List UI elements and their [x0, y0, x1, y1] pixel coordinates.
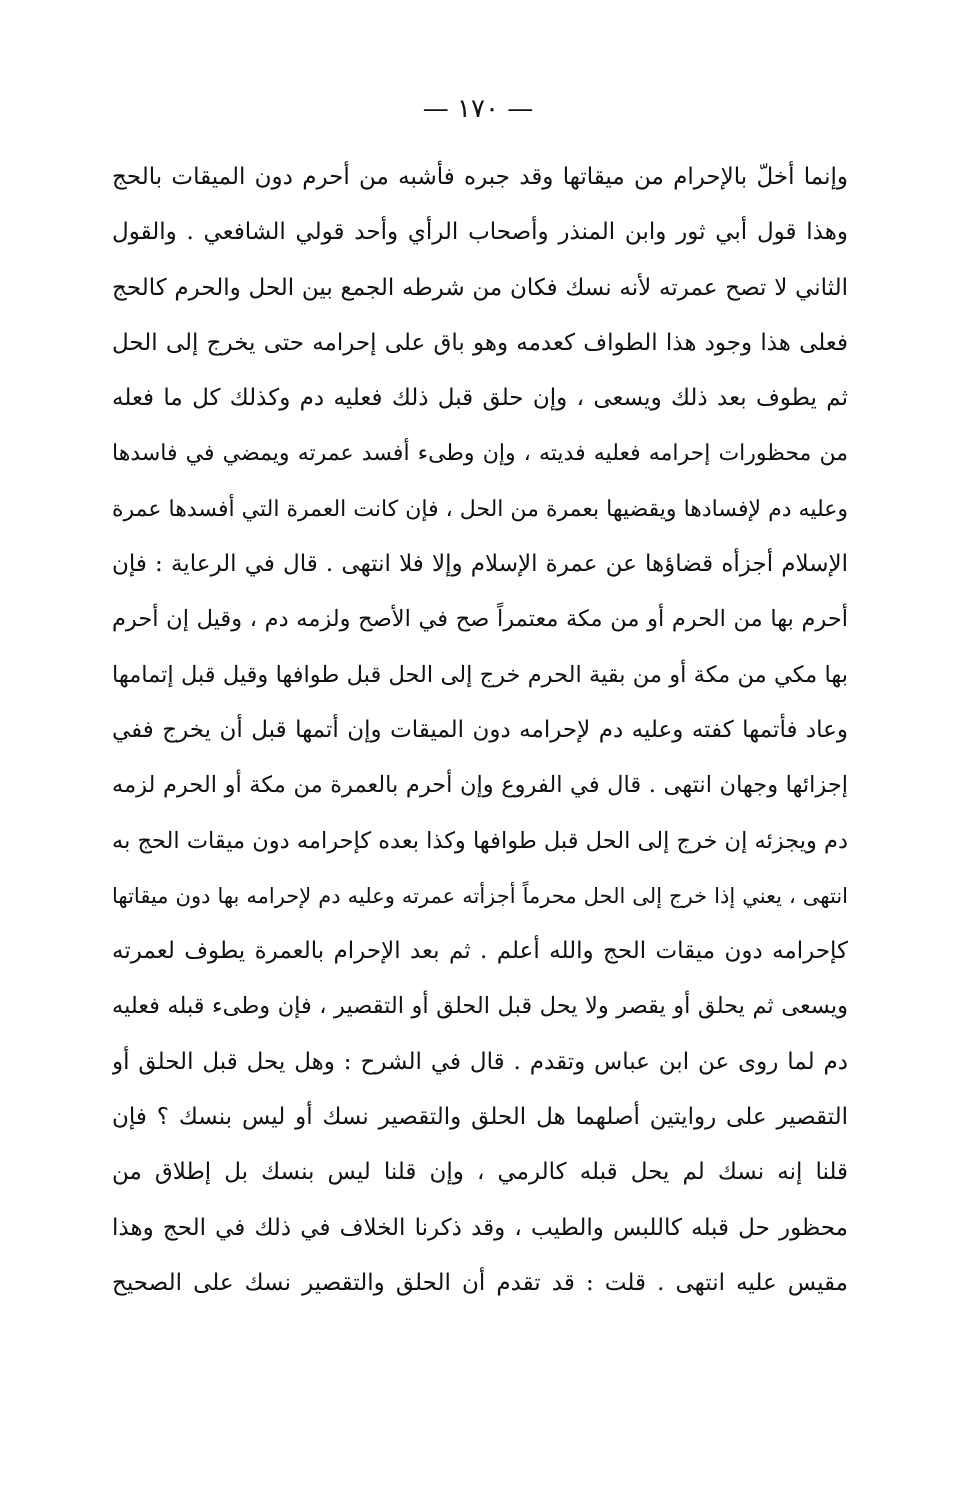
text-line: قلنا إنه نسك لم يحل قبله كالرمي ، وإن قلنا ليس بنسك بل إطلاق من — [112, 1159, 848, 1186]
text-line: ويسعى ثم يحلق أو يقصر ولا يحل قبل الحلق أو التقصير ، فإن وطىء قبله فعليه — [112, 993, 848, 1020]
body-text — [112, 150, 848, 1311]
text-line: فعلى هذا وجود هذا الطواف كعدمه وهو باق على إحرامه حتى يخرج إلى الحل — [112, 329, 848, 356]
text-line: الثاني لا تصح عمرته لأنه نسك فكان من شرطه الجمع بين الحل والحرم كالحج — [112, 274, 848, 301]
text-line: بها مكي من مكة أو من بقية الحرم خرج إلى الحل قبل طوافها وقيل قبل إتمامها — [112, 661, 848, 688]
text-line: كإحرامه دون ميقات الحج والله أعلم . ثم بعد الإحرام بالعمرة يطوف لعمرته — [112, 938, 848, 965]
text-line: مقيس عليه انتهى . قلت : قد تقدم أن الحلق والتقصير نسك على الصحيح — [112, 1269, 848, 1296]
text-line: وإنما أخلّ بالإحرام من ميقاتها وقد جبره فأشبه من أحرم دون الميقات بالحج — [112, 164, 848, 190]
text-line: التقصير على روايتين أصلهما هل الحلق والتقصير نسك أو ليس بنسك ؟ فإن — [112, 1104, 848, 1131]
text-line: الإسلام أجزأه قضاؤها عن عمرة الإسلام وإلا فلا انتهى . قال في الرعاية : فإن — [112, 551, 848, 578]
text-line: دم لما روى عن ابن عباس وتقدم . قال في الشرح : وهل يحل قبل الحلق أو — [112, 1048, 848, 1075]
text-line: ثم يطوف بعد ذلك ويسعى ، وإن حلق قبل ذلك فعليه دم وكذلك كل ما فعله — [112, 385, 848, 412]
text-line: من محظورات إحرامه فعليه فديته ، وإن وطىء أفسد عمرته ويمضي في فاسدها — [112, 441, 848, 467]
text-line: محظور حل قبله كاللبس والطيب ، وقد ذكرنا الخلاف في ذلك في الحج وهذا — [112, 1214, 848, 1241]
text-line: إجزائها وجهان انتهى . قال في الفروع وإن أحرم بالعمرة من مكة أو الحرم لزمه — [112, 772, 848, 799]
text-line: أحرم بها من الحرم أو من مكة معتمراً صح في الأصح ولزمه دم ، وقيل إن أحرم — [112, 606, 848, 633]
page-number: — ١٧٠ — — [422, 94, 534, 124]
text-line: دم ويجزئه إن خرج إلى الحل قبل طوافها وكذا بعده كإحرامه دون ميقات الحج به — [112, 827, 848, 854]
text-line: انتهى ، يعني إذا خرج إلى الحل محرماً أجزأته عمرته وعليه دم لإحرامه بها دون ميقاتها — [112, 883, 848, 908]
text-line: وعليه دم لإفسادها ويقضيها بعمرة من الحل ، فإن كانت العمرة التي أفسدها عمرة — [112, 496, 848, 522]
text-line: وهذا قول أبي ثور وابن المنذر وأصحاب الرأي وأحد قولي الشافعي . والقول — [112, 219, 848, 246]
text-line: وعاد فأتمها كفته وعليه دم لإحرامه دون الميقات وإن أتمها قبل أن يخرج ففي — [112, 716, 848, 743]
